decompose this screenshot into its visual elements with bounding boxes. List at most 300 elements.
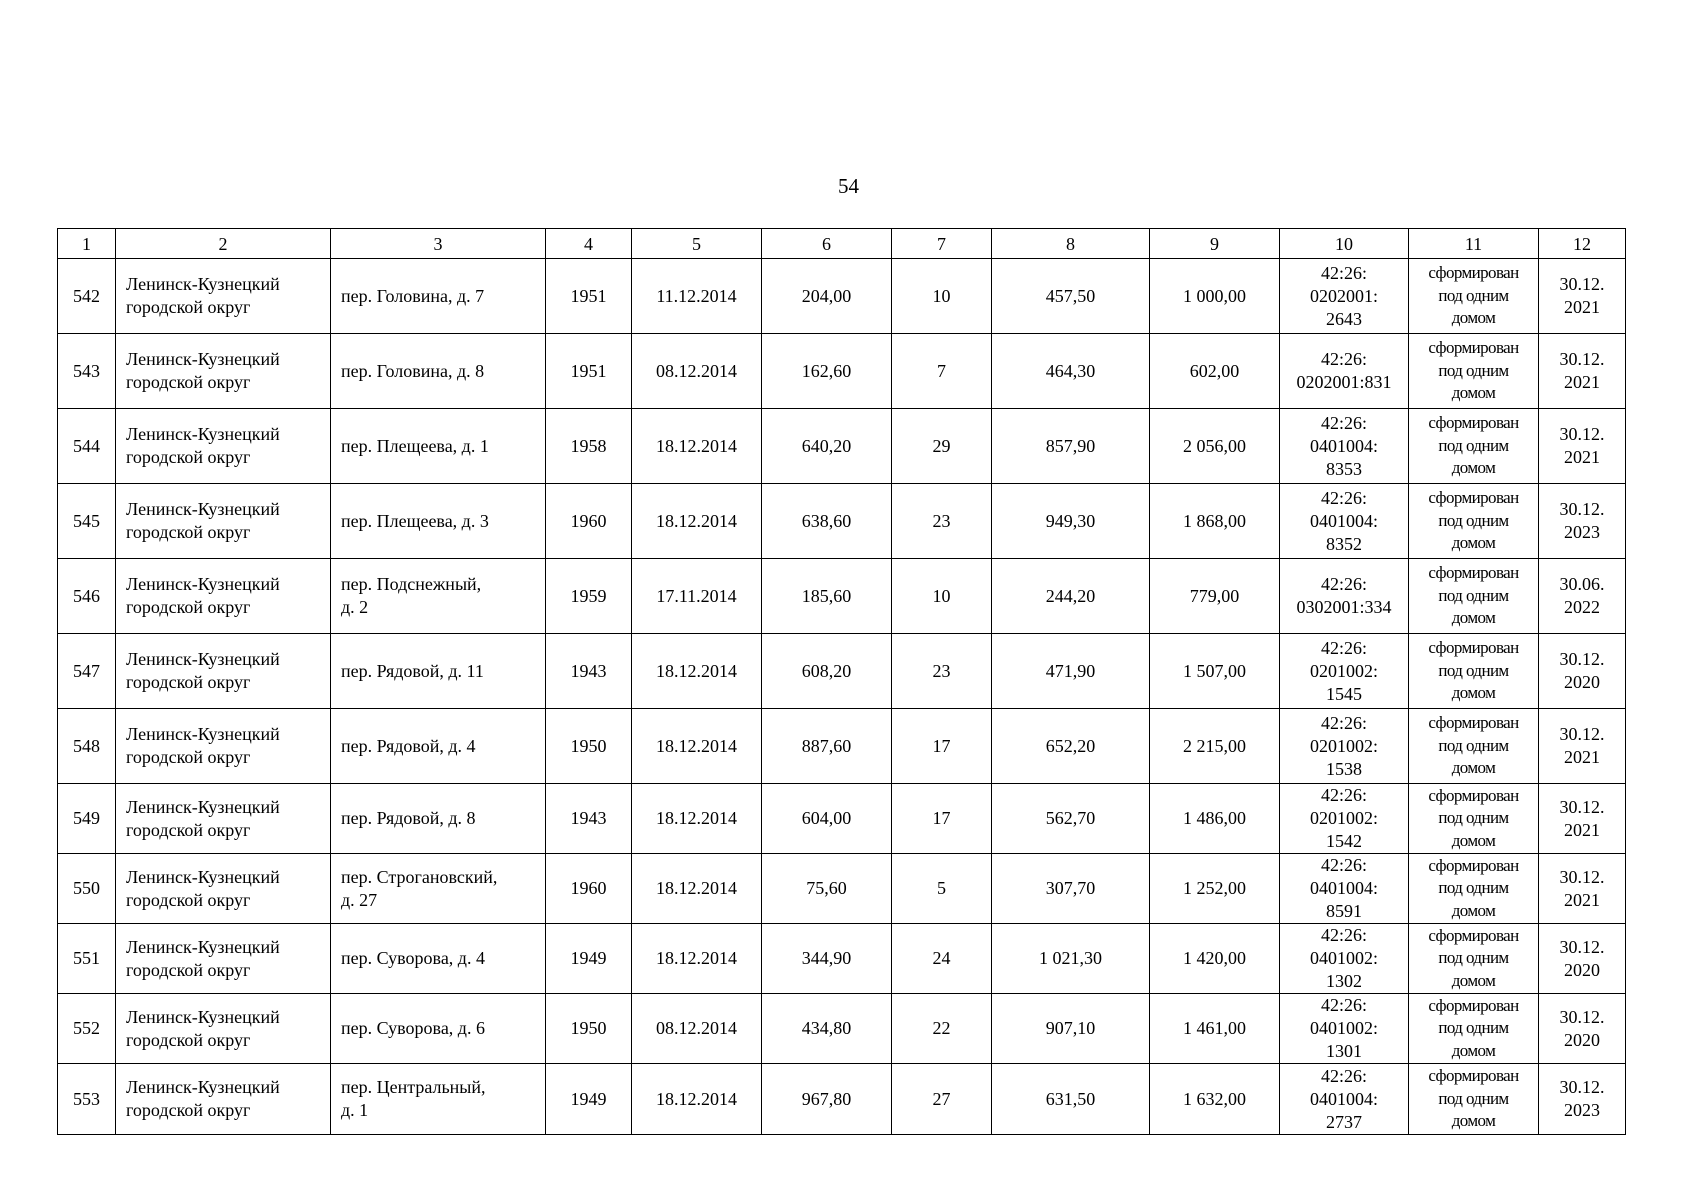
deadline-line: 2020	[1564, 672, 1600, 692]
deadline-line: 2021	[1564, 447, 1600, 467]
cadastral-number-line: 42:26:	[1320, 785, 1367, 805]
deadline-line: 30.12.	[1559, 1077, 1605, 1097]
table-row	[58, 854, 1626, 924]
municipality-line: городской округ	[126, 1029, 251, 1050]
row-number-cell: 553	[58, 1064, 116, 1135]
municipality-line: городской округ	[126, 297, 251, 317]
column-6-cell: 967,80	[762, 1064, 892, 1135]
column-7-cell: 7	[892, 334, 992, 409]
column-6-cell: 344,90	[762, 924, 892, 994]
column-9-cell: 779,00	[1150, 559, 1280, 634]
municipality-cell	[116, 784, 331, 854]
address-cell	[331, 784, 546, 854]
column-7-cell: 5	[892, 854, 992, 924]
municipality-line: городской округ	[126, 522, 251, 542]
column-8-cell: 244,20	[992, 559, 1150, 634]
status-line: под одним	[1438, 808, 1509, 828]
status-line: сформирован	[1428, 413, 1519, 433]
deadline-cell	[1539, 259, 1626, 334]
cadastral-number-line: 1545	[1326, 683, 1362, 704]
row-number-cell: 543	[58, 334, 116, 409]
column-7-cell: 22	[892, 994, 992, 1064]
status-cell	[1409, 709, 1539, 784]
column-6-cell: 887,60	[762, 709, 892, 784]
address-line: пер. Суворова, д. 4	[341, 948, 485, 968]
cadastral-number-line: 42:26:	[1320, 349, 1367, 369]
deadline-cell	[1539, 334, 1626, 409]
status-cell	[1409, 1064, 1539, 1135]
table-row	[58, 994, 1626, 1064]
row-number-cell: 550	[58, 854, 116, 924]
municipality-line: городской округ	[126, 447, 251, 467]
address-line: пер. Плещеева, д. 3	[341, 510, 489, 531]
municipality-line: Ленинск-Кузнецкий	[126, 424, 280, 444]
deadline-cell	[1539, 924, 1626, 994]
column-6-cell: 204,00	[762, 259, 892, 334]
status-cell	[1409, 484, 1539, 559]
column-8-cell: 631,50	[992, 1064, 1150, 1135]
cadastral-number-line: 42:26:	[1320, 412, 1367, 433]
municipality-line: городской округ	[126, 747, 251, 767]
column-8-cell: 464,30	[992, 334, 1150, 409]
cadastral-number-line: 0401002:	[1309, 1018, 1378, 1038]
cadastral-number-cell	[1280, 1064, 1409, 1135]
municipality-cell	[116, 559, 331, 634]
date-cell: 18.12.2014	[632, 924, 762, 994]
row-number-cell: 542	[58, 259, 116, 334]
cadastral-number-cell	[1280, 709, 1409, 784]
cadastral-number-line: 0401004:	[1309, 1088, 1378, 1109]
deadline-line: 2021	[1564, 372, 1600, 392]
status-line: домом	[1451, 758, 1496, 778]
municipality-line: Ленинск-Кузнецкий	[126, 499, 280, 519]
deadline-line: 30.12.	[1559, 274, 1605, 294]
municipality-line: Ленинск-Кузнецкий	[126, 349, 280, 369]
deadline-cell	[1539, 854, 1626, 924]
table-row	[58, 409, 1626, 484]
municipality-line: Ленинск-Кузнецкий	[126, 796, 280, 817]
table-row	[58, 259, 1626, 334]
status-line: сформирован	[1428, 1066, 1519, 1086]
address-line: пер. Головина, д. 8	[341, 360, 485, 381]
column-7-cell: 10	[892, 259, 992, 334]
status-line: под одним	[1438, 1018, 1509, 1038]
address-cell	[331, 259, 546, 334]
column-7-cell: 27	[892, 1064, 992, 1135]
column-9-cell: 1 486,00	[1150, 784, 1280, 854]
address-line: пер. Подснежный,	[341, 574, 482, 594]
year-cell: 1951	[546, 334, 632, 409]
status-line: домом	[1451, 383, 1496, 403]
deadline-line: 2021	[1564, 297, 1600, 317]
deadline-line: 30.12.	[1559, 796, 1605, 817]
status-cell	[1409, 784, 1539, 854]
cadastral-number-line: 0401004:	[1309, 435, 1378, 456]
municipality-line: Ленинск-Кузнецкий	[126, 724, 280, 744]
deadline-cell	[1539, 1064, 1626, 1135]
status-line: домом	[1451, 1111, 1496, 1131]
address-cell	[331, 854, 546, 924]
status-line: под одним	[1438, 510, 1509, 530]
municipality-line: городской округ	[126, 819, 251, 840]
deadline-line: 30.12.	[1559, 936, 1605, 957]
cadastral-number-line: 42:26:	[1320, 995, 1367, 1015]
address-line: пер. Рядовой, д. 4	[341, 735, 476, 756]
year-cell: 1943	[546, 634, 632, 709]
cadastral-number-line: 1538	[1326, 758, 1362, 779]
status-line: домом	[1451, 1040, 1496, 1060]
year-cell: 1943	[546, 784, 632, 854]
cadastral-number-cell	[1280, 259, 1409, 334]
deadline-line: 30.12.	[1559, 866, 1605, 887]
column-7-cell: 17	[892, 784, 992, 854]
column-7-cell: 23	[892, 634, 992, 709]
column-8-cell: 949,30	[992, 484, 1150, 559]
year-cell: 1951	[546, 259, 632, 334]
column-8-cell: 652,20	[992, 709, 1150, 784]
cadastral-number-line: 42:26:	[1320, 855, 1367, 875]
municipality-line: Ленинск-Кузнецкий	[126, 274, 280, 294]
cadastral-number-line: 0202001:831	[1296, 372, 1392, 392]
status-cell	[1409, 559, 1539, 634]
column-6-cell: 640,20	[762, 409, 892, 484]
deadline-line: 2021	[1564, 819, 1600, 840]
column-9-cell: 1 507,00	[1150, 634, 1280, 709]
status-line: сформирован	[1428, 263, 1519, 283]
cadastral-number-line: 42:26:	[1320, 487, 1367, 508]
address-cell	[331, 559, 546, 634]
status-line: домом	[1451, 683, 1496, 703]
column-9-cell: 1 000,00	[1150, 259, 1280, 334]
status-cell	[1409, 334, 1539, 409]
status-line: сформирован	[1428, 338, 1519, 358]
column-8-cell: 857,90	[992, 409, 1150, 484]
deadline-line: 30.12.	[1559, 349, 1605, 369]
year-cell: 1949	[546, 1064, 632, 1135]
column-9-cell: 1 868,00	[1150, 484, 1280, 559]
status-line: под одним	[1438, 585, 1509, 605]
cadastral-number-cell	[1280, 409, 1409, 484]
cadastral-number-cell	[1280, 784, 1409, 854]
cadastral-number-line: 8352	[1326, 533, 1362, 554]
municipality-cell	[116, 1064, 331, 1135]
cadastral-number-line: 0401002:	[1309, 948, 1378, 968]
status-line: сформирован	[1428, 785, 1519, 805]
table-row	[58, 924, 1626, 994]
municipality-line: городской округ	[126, 959, 251, 980]
column-9-cell: 2 056,00	[1150, 409, 1280, 484]
page-number: 54	[838, 174, 859, 198]
municipality-cell	[116, 854, 331, 924]
date-cell: 17.11.2014	[632, 559, 762, 634]
column-7-cell: 17	[892, 709, 992, 784]
status-cell	[1409, 994, 1539, 1064]
deadline-line: 2023	[1564, 1100, 1600, 1120]
status-line: под одним	[1438, 285, 1509, 305]
cadastral-number-cell	[1280, 484, 1409, 559]
status-line: домом	[1451, 458, 1496, 478]
deadline-cell	[1539, 409, 1626, 484]
date-cell: 18.12.2014	[632, 709, 762, 784]
cadastral-number-line: 42:26:	[1320, 262, 1367, 283]
cadastral-number-line: 42:26:	[1320, 574, 1367, 594]
deadline-line: 2021	[1564, 747, 1600, 767]
column-7-cell: 24	[892, 924, 992, 994]
address-cell	[331, 634, 546, 709]
status-line: сформирован	[1428, 563, 1519, 583]
status-line: под одним	[1438, 1088, 1509, 1108]
table-row	[58, 709, 1626, 784]
column-8-cell: 1 021,30	[992, 924, 1150, 994]
register-body	[58, 259, 1626, 1135]
deadline-line: 2023	[1564, 522, 1600, 542]
address-cell	[331, 1064, 546, 1135]
deadline-line: 30.06.	[1559, 574, 1605, 594]
municipality-line: городской округ	[126, 889, 251, 910]
status-line: сформирован	[1428, 855, 1519, 875]
cadastral-number-line: 1302	[1326, 971, 1362, 991]
date-cell: 18.12.2014	[632, 784, 762, 854]
date-cell: 18.12.2014	[632, 409, 762, 484]
municipality-line: Ленинск-Кузнецкий	[126, 1077, 280, 1097]
column-number-header: 1	[58, 229, 116, 259]
address-line: пер. Суворова, д. 6	[341, 1018, 485, 1038]
column-8-cell: 307,70	[992, 854, 1150, 924]
column-6-cell: 185,60	[762, 559, 892, 634]
column-8-cell: 471,90	[992, 634, 1150, 709]
register-table	[57, 228, 1626, 1135]
column-number-header: 12	[1539, 229, 1626, 259]
address-line: д. 1	[341, 1100, 369, 1120]
year-cell: 1950	[546, 994, 632, 1064]
year-cell: 1959	[546, 559, 632, 634]
status-line: под одним	[1438, 735, 1509, 755]
address-line: пер. Рядовой, д. 8	[341, 808, 476, 828]
row-number-cell: 552	[58, 994, 116, 1064]
column-9-cell: 1 632,00	[1150, 1064, 1280, 1135]
date-cell: 08.12.2014	[632, 334, 762, 409]
status-line: сформирован	[1428, 995, 1519, 1015]
cadastral-number-line: 0201002:	[1309, 808, 1378, 828]
cadastral-number-line: 42:26:	[1320, 925, 1367, 945]
cadastral-number-line: 0401004:	[1309, 510, 1378, 531]
status-line: домом	[1451, 830, 1496, 850]
address-line: д. 27	[341, 889, 378, 910]
address-line: пер. Центральный,	[341, 1077, 486, 1097]
date-cell: 18.12.2014	[632, 1064, 762, 1135]
cadastral-number-line: 0202001:	[1309, 285, 1378, 306]
column-6-cell: 638,60	[762, 484, 892, 559]
table-row	[58, 334, 1626, 409]
address-line: пер. Головина, д. 7	[341, 285, 485, 306]
municipality-cell	[116, 409, 331, 484]
address-line: д. 2	[341, 597, 369, 617]
cadastral-number-cell	[1280, 334, 1409, 409]
table-row	[58, 634, 1626, 709]
address-line: пер. Строгановский,	[341, 866, 498, 887]
cadastral-number-cell	[1280, 924, 1409, 994]
column-9-cell: 602,00	[1150, 334, 1280, 409]
status-line: сформирован	[1428, 638, 1519, 658]
row-number-cell: 545	[58, 484, 116, 559]
column-number-header: 6	[762, 229, 892, 259]
status-line: домом	[1451, 608, 1496, 628]
status-line: сформирован	[1428, 713, 1519, 733]
address-cell	[331, 994, 546, 1064]
municipality-cell	[116, 259, 331, 334]
column-number-header: 5	[632, 229, 762, 259]
column-9-cell: 2 215,00	[1150, 709, 1280, 784]
column-number-header: 10	[1280, 229, 1409, 259]
cadastral-number-cell	[1280, 854, 1409, 924]
deadline-cell	[1539, 559, 1626, 634]
column-number-header: 9	[1150, 229, 1280, 259]
deadline-cell	[1539, 784, 1626, 854]
address-line: пер. Плещеева, д. 1	[341, 435, 489, 456]
column-8-cell: 562,70	[992, 784, 1150, 854]
deadline-cell	[1539, 709, 1626, 784]
address-cell	[331, 709, 546, 784]
year-cell: 1950	[546, 709, 632, 784]
deadline-line: 2020	[1564, 959, 1600, 980]
status-line: под одним	[1438, 948, 1509, 968]
status-cell	[1409, 634, 1539, 709]
cadastral-number-line: 2643	[1326, 308, 1362, 329]
column-number-header: 7	[892, 229, 992, 259]
municipality-line: Ленинск-Кузнецкий	[126, 866, 280, 887]
row-number-cell: 544	[58, 409, 116, 484]
column-8-cell: 457,50	[992, 259, 1150, 334]
address-cell	[331, 924, 546, 994]
deadline-line: 30.12.	[1559, 1006, 1605, 1027]
year-cell: 1949	[546, 924, 632, 994]
address-cell	[331, 409, 546, 484]
deadline-cell	[1539, 994, 1626, 1064]
cadastral-number-line: 0401004:	[1309, 878, 1378, 898]
status-line: под одним	[1438, 878, 1509, 898]
cadastral-number-line: 1301	[1326, 1041, 1362, 1061]
status-line: под одним	[1438, 435, 1509, 455]
column-8-cell: 907,10	[992, 994, 1150, 1064]
status-line: домом	[1451, 533, 1496, 553]
date-cell: 11.12.2014	[632, 259, 762, 334]
cadastral-number-cell	[1280, 994, 1409, 1064]
cadastral-number-line: 2737	[1326, 1111, 1362, 1132]
table-row	[58, 1064, 1626, 1135]
column-number-header: 8	[992, 229, 1150, 259]
column-number-row	[58, 229, 1626, 259]
deadline-line: 2020	[1564, 1029, 1600, 1050]
column-number-header: 4	[546, 229, 632, 259]
municipality-cell	[116, 484, 331, 559]
deadline-line: 2021	[1564, 889, 1600, 910]
row-number-cell: 551	[58, 924, 116, 994]
column-number-header: 3	[331, 229, 546, 259]
year-cell: 1960	[546, 854, 632, 924]
column-6-cell: 604,00	[762, 784, 892, 854]
date-cell: 08.12.2014	[632, 994, 762, 1064]
cadastral-number-line: 8353	[1326, 458, 1362, 479]
municipality-line: городской округ	[126, 1100, 251, 1120]
address-cell	[331, 484, 546, 559]
column-6-cell: 608,20	[762, 634, 892, 709]
status-line: домом	[1451, 900, 1496, 920]
cadastral-number-cell	[1280, 559, 1409, 634]
address-line: пер. Рядовой, д. 11	[341, 660, 484, 681]
column-7-cell: 10	[892, 559, 992, 634]
deadline-line: 30.12.	[1559, 649, 1605, 669]
deadline-line: 30.12.	[1559, 724, 1605, 744]
status-line: сформирован	[1428, 925, 1519, 945]
deadline-line: 30.12.	[1559, 424, 1605, 444]
status-line: под одним	[1438, 360, 1509, 380]
deadline-line: 2022	[1564, 597, 1600, 617]
date-cell: 18.12.2014	[632, 634, 762, 709]
deadline-line: 30.12.	[1559, 499, 1605, 519]
year-cell: 1958	[546, 409, 632, 484]
row-number-cell: 546	[58, 559, 116, 634]
column-6-cell: 75,60	[762, 854, 892, 924]
municipality-line: Ленинск-Кузнецкий	[126, 936, 280, 957]
status-cell	[1409, 409, 1539, 484]
cadastral-number-line: 42:26:	[1320, 637, 1367, 658]
deadline-cell	[1539, 634, 1626, 709]
address-cell	[331, 334, 546, 409]
municipality-cell	[116, 334, 331, 409]
year-cell: 1960	[546, 484, 632, 559]
municipality-line: городской округ	[126, 672, 251, 692]
cadastral-number-line: 0201002:	[1309, 735, 1378, 756]
status-cell	[1409, 924, 1539, 994]
column-9-cell: 1 252,00	[1150, 854, 1280, 924]
table-row	[58, 559, 1626, 634]
column-9-cell: 1 461,00	[1150, 994, 1280, 1064]
cadastral-number-line: 0201002:	[1309, 660, 1378, 681]
cadastral-number-line: 42:26:	[1320, 1065, 1367, 1086]
column-number-header: 2	[116, 229, 331, 259]
table-row	[58, 784, 1626, 854]
date-cell: 18.12.2014	[632, 484, 762, 559]
cadastral-number-cell	[1280, 634, 1409, 709]
column-number-header: 11	[1409, 229, 1539, 259]
row-number-cell: 547	[58, 634, 116, 709]
municipality-cell	[116, 924, 331, 994]
status-line: под одним	[1438, 660, 1509, 680]
cadastral-number-line: 0302001:334	[1296, 597, 1392, 617]
column-9-cell: 1 420,00	[1150, 924, 1280, 994]
municipality-line: Ленинск-Кузнецкий	[126, 1006, 280, 1027]
cadastral-number-line: 1542	[1326, 831, 1362, 851]
column-7-cell: 29	[892, 409, 992, 484]
table-row	[58, 484, 1626, 559]
deadline-cell	[1539, 484, 1626, 559]
municipality-cell	[116, 709, 331, 784]
status-cell	[1409, 259, 1539, 334]
municipality-cell	[116, 634, 331, 709]
column-7-cell: 23	[892, 484, 992, 559]
municipality-line: городской округ	[126, 597, 251, 617]
row-number-cell: 549	[58, 784, 116, 854]
column-6-cell: 162,60	[762, 334, 892, 409]
municipality-line: городской округ	[126, 372, 251, 392]
municipality-line: Ленинск-Кузнецкий	[126, 574, 280, 594]
cadastral-number-line: 42:26:	[1320, 712, 1367, 733]
status-line: домом	[1451, 308, 1496, 328]
municipality-cell	[116, 994, 331, 1064]
date-cell: 18.12.2014	[632, 854, 762, 924]
column-6-cell: 434,80	[762, 994, 892, 1064]
status-line: сформирован	[1428, 488, 1519, 508]
